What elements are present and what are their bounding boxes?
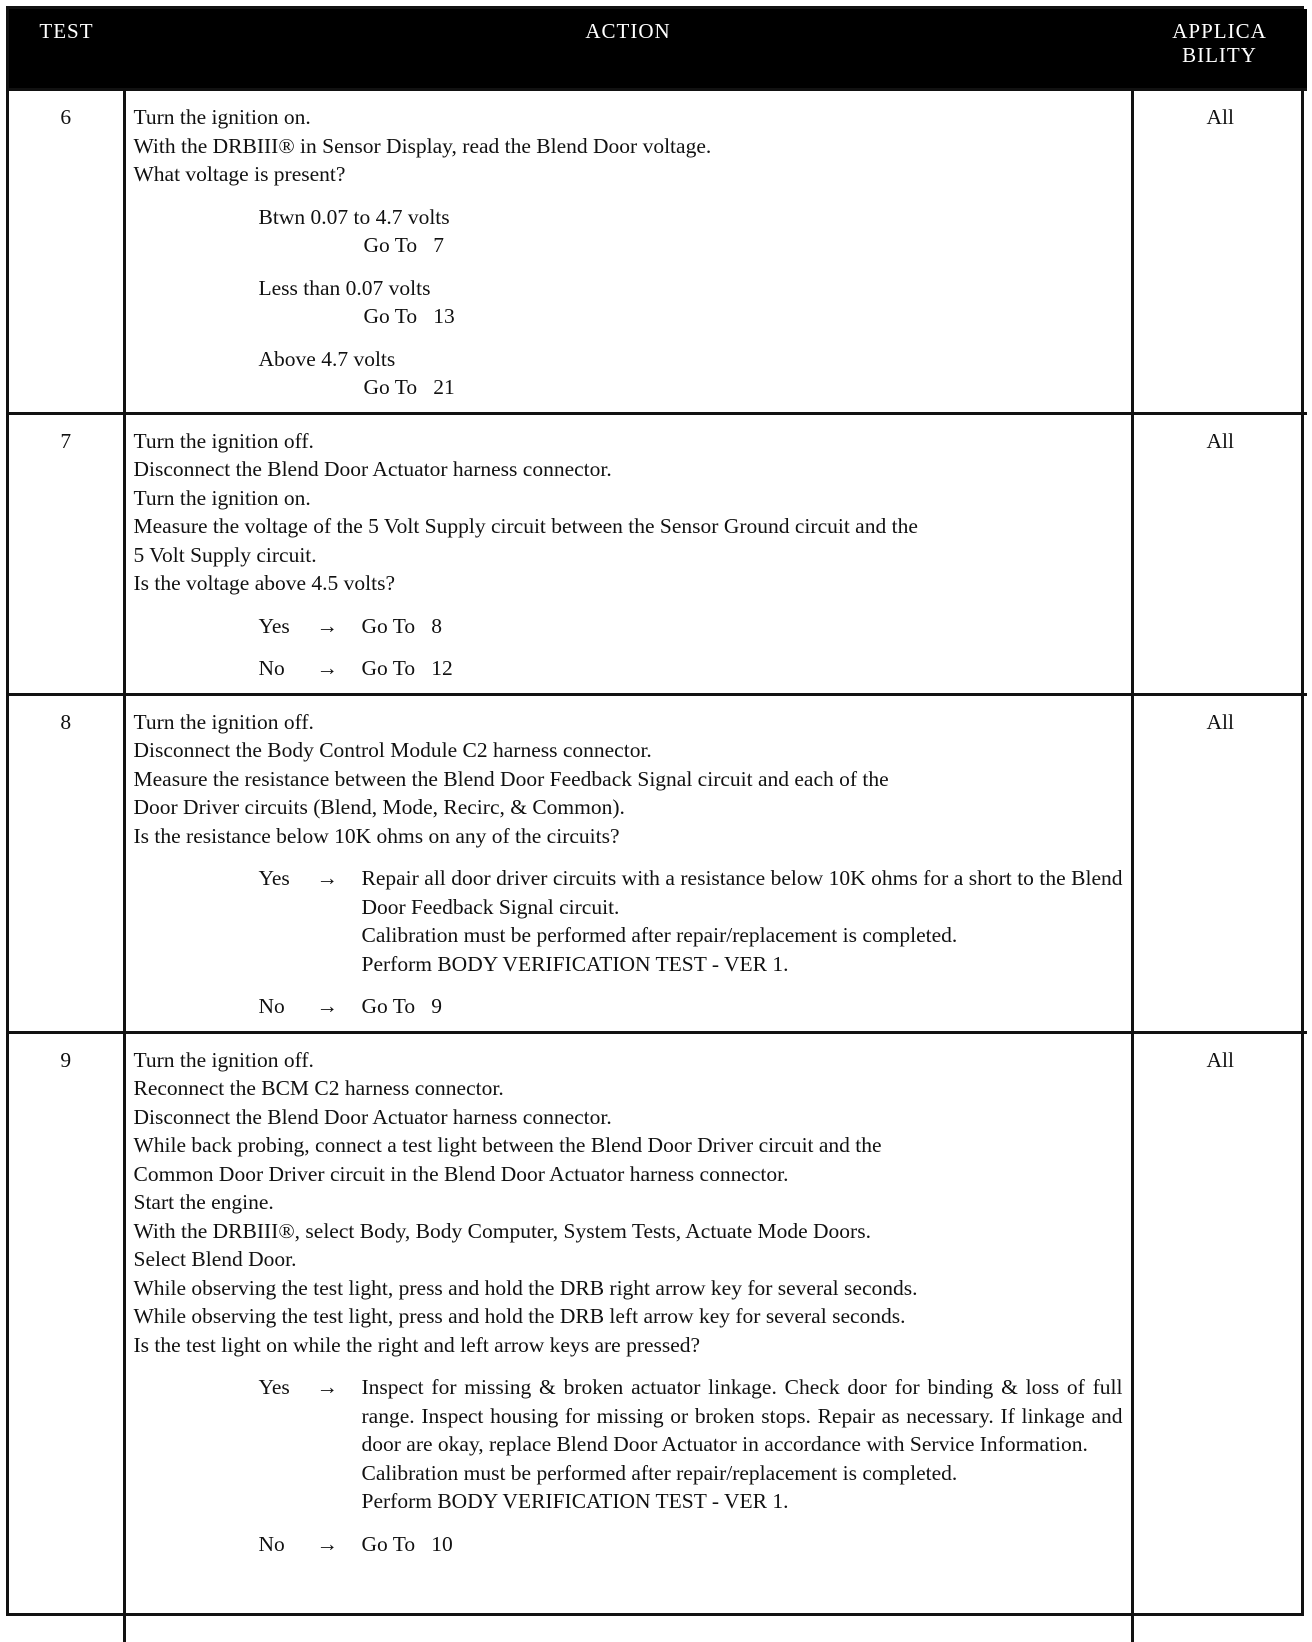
instruction-line: 5 Volt Supply circuit.: [133, 542, 317, 567]
arrow-icon: →: [316, 613, 338, 638]
applicability: All: [1132, 413, 1307, 694]
instruction-line: Disconnect the Body Control Module C2 harness connector.: [133, 738, 652, 762]
diagnostic-table: [9, 9, 1307, 1642]
answer-text-line: Calibration must be performed after repair/replacement is completed.: [361, 923, 958, 947]
action-cell: [124, 413, 1132, 694]
instruction-line: While back probing, connect a test light between the Blend Door Driver circuit and the: [133, 1133, 882, 1157]
instruction-line: With the DRBIII®, select Body, Body Computer, System Tests, Actuate Mode Doors.: [133, 1218, 871, 1243]
test-row-7: [9, 413, 1307, 694]
choice-condition: Less than 0.07 volts: [258, 275, 431, 300]
answer-text: [362, 992, 1123, 1021]
answer-label: No: [258, 1531, 285, 1556]
instruction-line: Door Driver circuits (Blend, Mode, Recirc, & Common).: [133, 795, 625, 819]
choice-condition: Above 4.7 volts: [258, 346, 396, 371]
test-number: 7: [9, 413, 124, 694]
diagnostic-table-sheet: [6, 6, 1304, 1616]
arrow-icon: →: [316, 1531, 338, 1556]
instruction-line: Reconnect the BCM C2 harness connector.: [133, 1076, 504, 1100]
answer-label: Yes: [258, 613, 290, 638]
instruction-line: Turn the ignition off.: [133, 1047, 314, 1072]
arrow-icon: →: [316, 656, 338, 680]
header-test: TEST: [9, 9, 124, 90]
test-number: 8: [9, 694, 124, 1032]
instruction-line: With the DRBIII® in Sensor Display, read the Blend Door voltage.: [133, 133, 712, 158]
applicability: All: [1132, 1032, 1307, 1642]
instruction-line: Start the engine.: [133, 1190, 274, 1214]
answer-yes: [259, 612, 1123, 641]
action-cell: [124, 90, 1132, 414]
answer-no: [259, 992, 1123, 1021]
instruction-line: Disconnect the Blend Door Actuator harness connector.: [133, 457, 612, 481]
answer-text-line: Go To 10: [361, 1531, 453, 1556]
answer-label: Yes: [258, 866, 290, 890]
action-cell: [124, 1032, 1132, 1642]
answer-label: No: [258, 656, 285, 680]
applicability: All: [1132, 694, 1307, 1032]
test-row-6: [9, 90, 1307, 414]
header-applicability: [1132, 9, 1307, 90]
instruction-line: Turn the ignition on.: [133, 105, 311, 129]
instruction-line: Measure the resistance between the Blend Door Feedback Signal circuit and each of the: [133, 766, 889, 791]
answer-text: [362, 612, 1123, 641]
voltage-choice: [259, 203, 1123, 260]
header-row: [9, 9, 1307, 90]
answer-yes: [258, 864, 1128, 978]
answer-text-line: Go To 8: [361, 613, 443, 638]
answer-text: [361, 1373, 1128, 1516]
test-number: 9: [9, 1032, 124, 1642]
answer-text-line: Perform BODY VERIFICATION TEST - VER 1.: [361, 1489, 789, 1513]
action-cell: [124, 694, 1132, 1032]
answer-no: [259, 1530, 1123, 1559]
voltage-choice: [259, 345, 1123, 402]
answer-label: No: [258, 994, 285, 1018]
answer-text-line: Calibration must be performed after repair/replacement is completed.: [361, 1460, 958, 1485]
instruction-line: Is the voltage above 4.5 volts?: [133, 571, 396, 595]
header-applicability-label: APPLICA BILITY: [1172, 19, 1267, 67]
choice-goto: Go To 21: [363, 375, 455, 399]
instruction-line: Turn the ignition off.: [133, 428, 314, 453]
answer-yes: [258, 1373, 1128, 1516]
instruction-line: While observing the test light, press and hold the DRB left arrow key for several seconds.: [133, 1304, 906, 1328]
instruction-line: Disconnect the Blend Door Actuator harness connector.: [133, 1104, 612, 1129]
answer-text-line: Repair all door driver circuits with a resistance below 10K ohms for a short to the Blend Door Feedback Signal circuit.: [361, 866, 1128, 919]
test-number: 6: [9, 90, 124, 414]
instruction-line: Select Blend Door.: [133, 1247, 297, 1271]
instruction-line: Is the test light on while the right and left arrow keys are pressed?: [133, 1332, 701, 1357]
answer-text-line: Go To 9: [361, 994, 443, 1018]
voltage-choice: [259, 274, 1123, 331]
choice-condition: Btwn 0.07 to 4.7 volts: [258, 204, 450, 229]
instruction-line: What voltage is present?: [133, 162, 346, 186]
answer-no: [259, 654, 1123, 683]
test-row-8: [9, 694, 1307, 1032]
answer-text-line: Go To 12: [361, 656, 453, 680]
answer-text-line: Inspect for missing & broken actuator linkage. Check door for binding & loss of full range. Inspect housing for missing or broken stops. Repair as necessary. If linkage and door are okay, replace Blend Door Actuator in accordance with Service Information.: [361, 1375, 1128, 1456]
answer-label: Yes: [258, 1375, 290, 1399]
instruction-line: Is the resistance below 10K ohms on any of the circuits?: [133, 823, 620, 848]
arrow-icon: →: [316, 1375, 338, 1399]
choice-goto: Go To 13: [363, 304, 455, 328]
answer-text: [362, 1530, 1123, 1559]
arrow-icon: →: [316, 866, 338, 890]
header-action: ACTION: [124, 9, 1132, 90]
instruction-line: While observing the test light, press and hold the DRB right arrow key for several seconds.: [133, 1275, 918, 1300]
instruction-line: Common Door Driver circuit in the Blend Door Actuator harness connector.: [133, 1161, 789, 1186]
instruction-line: Turn the ignition on.: [133, 485, 311, 510]
instruction-line: Measure the voltage of the 5 Volt Supply circuit between the Sensor Ground circuit and the: [133, 514, 918, 538]
answer-text: [362, 654, 1123, 683]
answer-text-line: Perform BODY VERIFICATION TEST - VER 1.: [361, 951, 789, 976]
choice-goto: Go To 7: [363, 233, 445, 257]
test-row-9: [9, 1032, 1307, 1642]
instruction-line: Turn the ignition off.: [133, 709, 314, 734]
arrow-icon: →: [316, 994, 338, 1018]
applicability: All: [1132, 90, 1307, 414]
answer-text: [361, 864, 1128, 978]
